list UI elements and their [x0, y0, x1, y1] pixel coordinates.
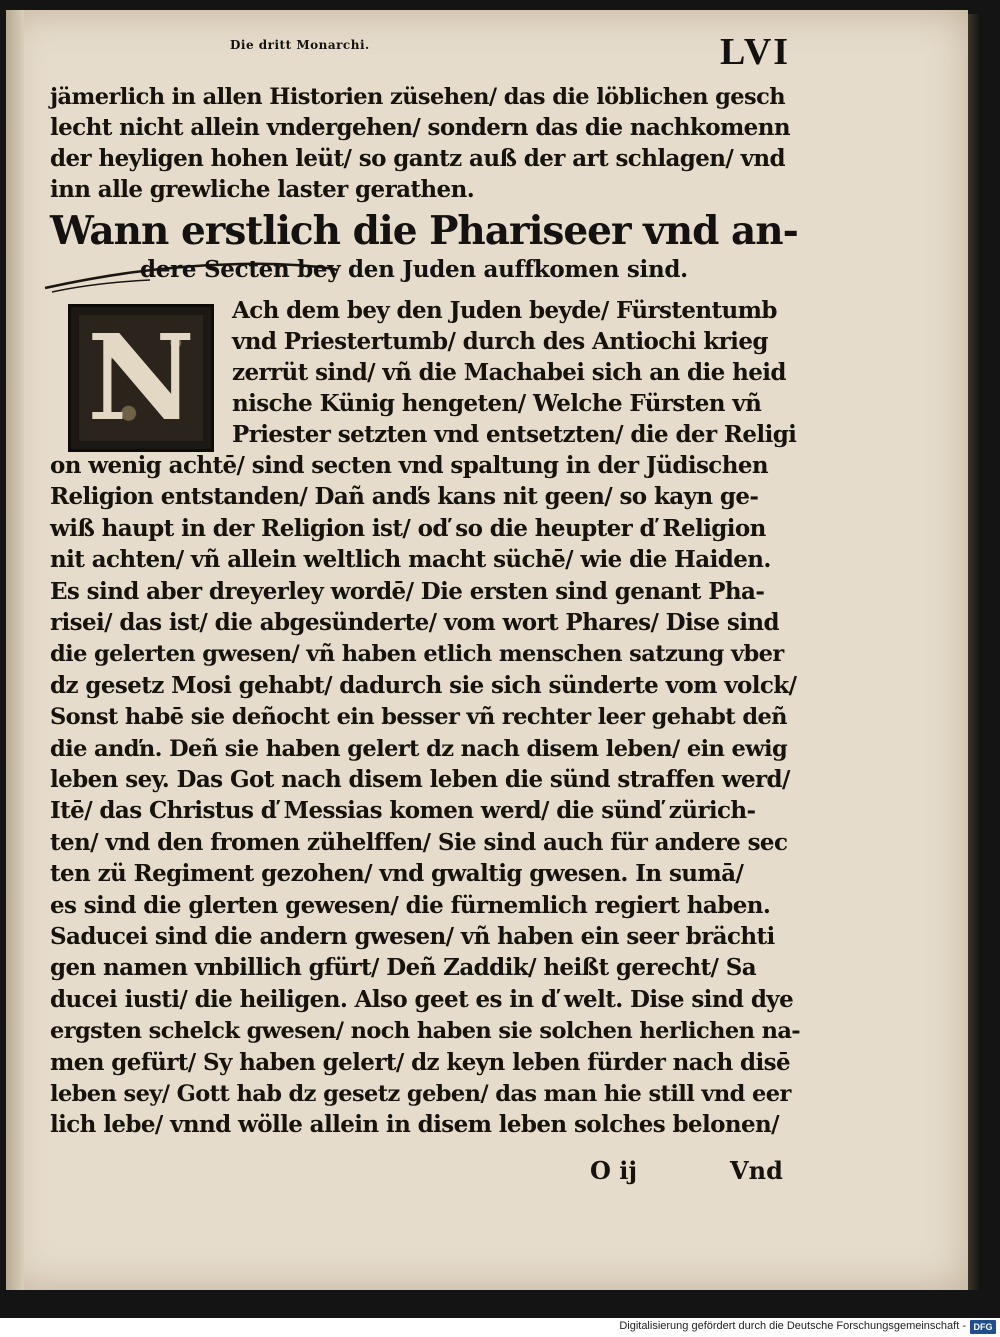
body-text-line: Sonst habē sie deñocht ein besser vñ rechter leer gehabt deñ: [50, 704, 787, 731]
section-heading-line-1: Wann erstlich die Phariseer vnd an-: [50, 208, 798, 254]
intro-text-line: lecht nicht allein vndergehen/ sondern das die nachkomenn: [50, 114, 790, 141]
body-text-line: gen namen vnbillich gfürt/ Deñ Zaddik/ heißt gerecht/ Sa: [50, 954, 757, 982]
digitization-footer: [0, 1318, 1000, 1337]
folio-number: LVI: [720, 31, 791, 73]
indented-text-line: Priester setzten vnd entsetzten/ die der Religi: [232, 421, 797, 448]
body-text-line: leben sey. Das Got nach disem leben die sünd straffen werd/: [50, 766, 790, 793]
intro-text-line: jämerlich in allen Historien züsehen/ das die löblichen gesch: [50, 84, 785, 110]
body-text-line: men gefürt/ Sy haben gelert/ dz keyn leben fürder nach disē: [50, 1048, 791, 1076]
indented-text-line: vnd Priestertumb/ durch des Antiochi krieg: [232, 328, 768, 355]
section-heading-line-2: dere Secten bey den Juden auffkomen sind.: [140, 256, 688, 283]
body-text-line: die anďn. Deñ sie haben gelert dz nach disem leben/ ein ewig: [50, 735, 788, 762]
decorated-initial: [68, 304, 214, 452]
body-text-line: Itē/ das Christus ď Messias komen werd/ die sünď zürich-: [50, 797, 756, 825]
initial-letter: N: [87, 308, 195, 447]
body-text-line: ducei iusti/ die heiligen. Also geet es in ď welt. Dise sind dye: [50, 985, 794, 1013]
body-text-line: Saducei sind die andern gwesen/ vñ haben ein seer brächti: [50, 923, 775, 950]
signature-mark: O ij: [590, 1156, 638, 1185]
body-text-line: ergsten schelck gwesen/ noch haben sie solchen herlichen na-: [50, 1018, 801, 1045]
running-head: Die dritt Monarchi.: [230, 38, 370, 52]
body-text-line: leben sey/ Gott hab dz gesetz geben/ das man hie still vnd eer: [50, 1081, 791, 1107]
page-right-shadow: [968, 14, 982, 1290]
body-text-line: Religion entstanden/ Dañ anďs kans nit geen/ so kayn ge-: [50, 483, 759, 511]
dfg-logo: DFG: [970, 1320, 996, 1334]
body-text-line: risei/ das ist/ die abgesünderte/ vom wort Phares/ Dise sind: [50, 609, 780, 636]
body-text-line: die gelerten gwesen/ vñ haben etlich menschen satzung vber: [50, 641, 784, 668]
body-text-line: nit achten/ vñ allein weltlich macht süchē/ wie die Haiden.: [50, 546, 771, 574]
indented-text-line: nische Künig hengeten/ Welche Fürsten vñ: [232, 390, 762, 417]
intro-text-line: der heyligen hohen leüt/ so gantz auß der art schlagen/ vnd: [50, 145, 785, 172]
catchword: Vnd: [730, 1156, 783, 1185]
body-text-line: dz gesetz Mosi gehabt/ dadurch sie sich sünderte vom volck/: [50, 671, 797, 699]
page-gutter-edge: [6, 10, 24, 1290]
body-text-line: ten/ vnd den fromen zühelffen/ Sie sind auch für andere sec: [50, 828, 788, 856]
indented-text-line: Ach dem bey den Juden beyde/ Fürstentumb: [232, 297, 777, 324]
body-text-line: wiß haupt in der Religion ist/ oď so die heupter ď Religion: [50, 514, 766, 542]
body-text-line: lich lebe/ vnnd wölle allein in disem leben solches belonen/: [50, 1111, 779, 1139]
body-text-line: Es sind aber dreyerley wordē/ Die ersten sind genant Pha-: [50, 577, 765, 605]
body-text-line: ten zü Regiment gezohen/ vnd gwaltig gwesen. In sumā/: [50, 860, 744, 888]
intro-text-line: inn alle grewliche laster gerathen.: [50, 176, 475, 203]
body-text-line: on wenig achtē/ sind secten vnd spaltung in der Jüdischen: [50, 452, 768, 479]
indented-text-line: zerrüt sind/ vñ die Machabei sich an die heid: [232, 359, 786, 386]
body-text-line: es sind die glerten gewesen/ die fürnemlich regiert haben.: [50, 891, 771, 919]
funding-credit: Digitalisierung gefördert durch die Deutsche Forschungsgemeinschaft -: [619, 1320, 966, 1332]
